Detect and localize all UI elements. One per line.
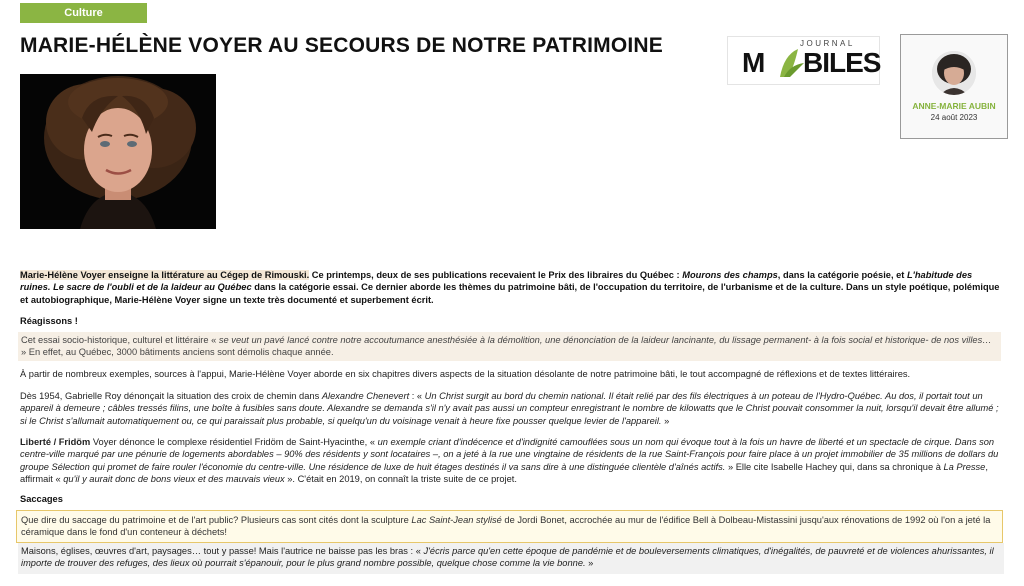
author-avatar bbox=[932, 51, 976, 95]
author-name[interactable]: ANNE-MARIE AUBIN bbox=[912, 101, 996, 111]
intro-text-1: Ce printemps, deux de ses publications recevaient le Prix des libraires du Québec : bbox=[309, 270, 683, 280]
roy-tail: » bbox=[661, 415, 670, 426]
essay-lead: Cet essai socio-historique, culturel et littéraire « bbox=[21, 335, 219, 345]
closing-quote: J'écris parce qu'en cette époque de pandémie et de bouleversements climatiques, d'inégalités, de pauvreté et de violences ahurissantes, il importe de trouver des refuges, des lieux où pourrait s'épanouir, pour le plus grand nombre possible, quelque chose comme la vie bonne. bbox=[21, 546, 994, 569]
intro-text-3: dans la catégorie essai. Ce dernier aborde les thèmes du patrimoine bâti, de l'occupation du territoire, de l'urbanisme et de la culture. Dans un style poétique, polémique et autobiographique, Marie-Hélène Voyer signe un texte très documenté et superbement écrit. bbox=[20, 282, 1000, 305]
logo-small-text: JOURNAL bbox=[800, 39, 855, 48]
fridom-mid2: , affirmait « bbox=[20, 461, 988, 484]
author-photo bbox=[20, 74, 216, 229]
essay-tail: » En effet, au Québec, 3000 bâtiments anciens sont démolis chaque année. bbox=[21, 347, 334, 358]
saccage-box bbox=[16, 510, 1003, 543]
roy-lead: Dès 1954, Gabrielle Roy dénonçait la situation des croix de chemin dans bbox=[20, 391, 322, 401]
fridom-paper: La Presse bbox=[943, 461, 986, 472]
fridom-lead: Voyer dénonce le complexe résidentiel Fridöm de Saint-Hyacinthe, « bbox=[90, 437, 378, 447]
fridom-label: Liberté / Fridöm bbox=[20, 437, 91, 447]
author-card[interactable] bbox=[900, 34, 1008, 139]
journal-mobiles-logo[interactable] bbox=[727, 36, 880, 85]
logo-brand-right: BILES bbox=[803, 47, 881, 78]
saccage-lead: Que dire du saccage du patrimoine et de l'art public? Plusieurs cas sont cités dont la sculpture bbox=[21, 515, 412, 525]
intro-text-2: , dans la catégorie poésie, et bbox=[777, 270, 907, 280]
chapters-paragraph: À partir de nombreux exemples, sources à l'appui, Marie-Hélène Voyer aborde en six chapitres divers aspects de la situation désolante de notre patrimoine bâti, le tout accompagné de réflexions et de textes littéraires. bbox=[20, 369, 911, 379]
roy-book: Alexandre Chenevert bbox=[321, 391, 410, 401]
heading-saccages: Saccages bbox=[20, 494, 63, 504]
category-tag[interactable]: Culture bbox=[20, 3, 147, 23]
essay-quote: se veut un pavé lancé contre notre accoutumance anesthésiée à la démolition, une dénonciation de la laideur lancinante, du lissage permanent- à la fois social et historique- de nos villes… bbox=[218, 335, 992, 345]
fridom-quote: un exemple criant d'indécence et d'indignité camouflées sous un nom qui évoque tout à la fois un havre de liberté et un spectacle de cirque. Dans son centre-ville marqué par une pénurie de logements abordables – 90% des résidents y sont locataires –, on a jeté à la rue une vingtaine de résidents de la rue Saint-François pour faire place à un projet immobilier de 35 millions de dollars du groupe Sélection qui promet de faire rouler l'économie du centre-ville. Une résidence de luxe de huit étages destinés il va sans dire à une distinguée clientèle d'aînés actifs. bbox=[20, 437, 999, 472]
heading-reagissons: Réagissons ! bbox=[20, 316, 78, 326]
roy-mid: : « bbox=[409, 391, 425, 401]
roy-paragraph bbox=[20, 390, 1000, 427]
closing-paragraph bbox=[18, 543, 1004, 574]
intro-title-1: Mourons des champs bbox=[682, 270, 778, 280]
closing-tail: » bbox=[585, 558, 594, 569]
fridom-mid: » Elle cite Isabelle Hachey qui, dans sa chronique à bbox=[725, 461, 944, 472]
intro-paragraph bbox=[20, 269, 1000, 306]
roy-quote: Un Christ surgit au bord du chemin national. Il était relié par des fils électriques à un poteau de l'Hydro-Québec. Au dos, il portait tout un appareil à demeure ; câbles tressés filins, une boîte à fusibles sans doute. Alexandre se demanda s'il n'y avait pas aussi un compteur enregistrant le nombre de kilowatts que le Christ pouvait consommer la nuit, lorsqu'il devait être allumé ; si le Christ s'allumait automatiquement ou, ce qui paraissait plus probable, si quelqu'un du voisinage venait à heure fixe pousser quelque levier de l'appareil. bbox=[20, 391, 999, 426]
fridom-quote2: qu'il y aurait donc de bons vieux et des mauvais vieux bbox=[63, 473, 285, 484]
article-title: MARIE-HÉLÈNE VOYER AU SECOURS DE NOTRE PATRIMOINE bbox=[20, 34, 663, 57]
saccage-work: Lac Saint-Jean stylisé bbox=[411, 515, 502, 525]
essay-quote-box bbox=[18, 332, 1001, 361]
logo-brand-left: M bbox=[742, 47, 765, 78]
intro-highlight: Marie-Hélène Voyer enseigne la littérature au Cégep de Rimouski. bbox=[20, 270, 310, 280]
closing-lead: Maisons, églises, œuvres d'art, paysages… tout y passe! Mais l'autrice ne baisse pas les bras : « bbox=[21, 546, 424, 556]
fridom-tail: ». C'était en 2019, on connaît la triste suite de ce projet. bbox=[284, 473, 517, 484]
fridom-paragraph bbox=[20, 436, 1000, 485]
publish-date: 24 août 2023 bbox=[930, 113, 978, 122]
saccage-tail: de Jordi Bonet, accrochée au mur de l'édifice Bell à Dolbeau-Mistassini jusqu'aux rénovations de 1992 où l'on a jeté la céramique dans le fond d'un conteneur à déchets! bbox=[21, 515, 991, 538]
intro-title-2: L'habitude des ruines. Le sacre de l'oubli et de la laideur au Québec bbox=[20, 270, 973, 293]
